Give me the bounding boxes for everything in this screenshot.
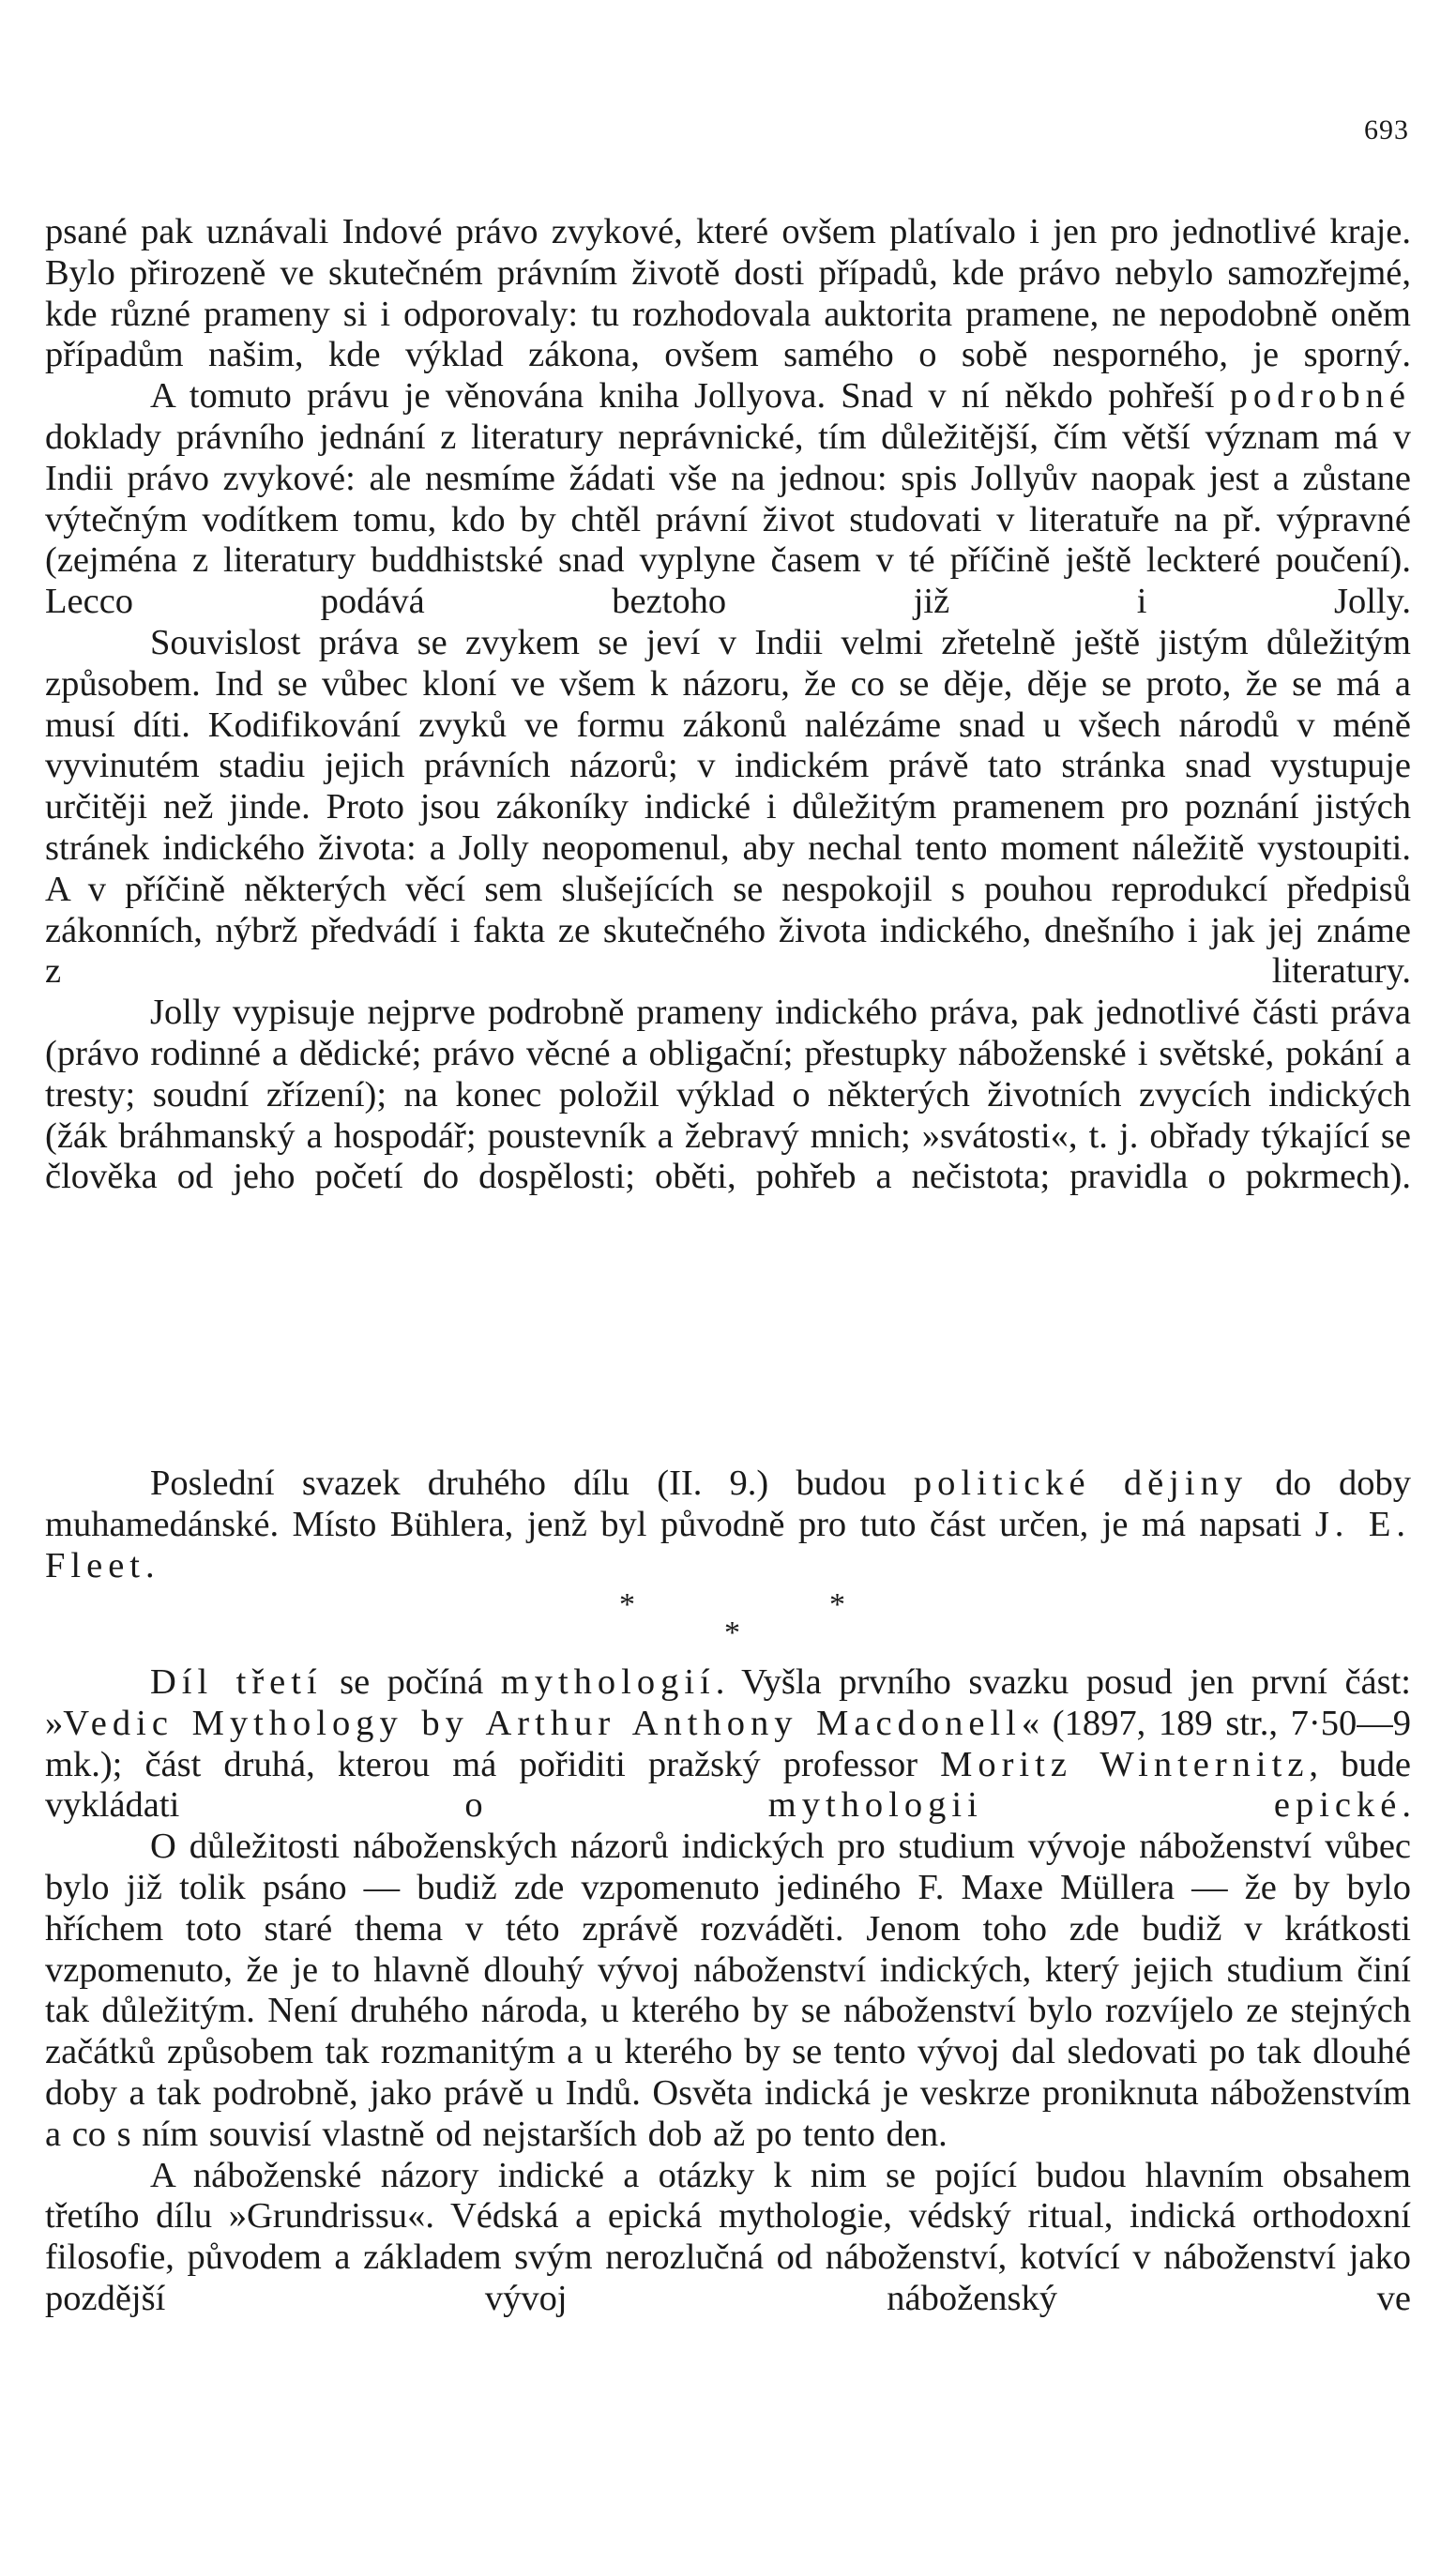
paragraph-8: A náboženské názory indické a otázky k nim se pojící budou hlavním obsahem třetího dílu »Grundrissu«. Védská a epická mythologie, védský ritual, indická orthodoxní filosofie, původem a základem svým nerozlučná od náboženství, kotvící v náboženství jako pozdější vývoj náboženský ve — [45, 2155, 1411, 2318]
paragraph-2-text-a: A tomuto právu je věnována kniha Jollyova. Snad v ní někdo pohřeší — [150, 376, 1230, 417]
paragraph-5-spaced-politicke-dejiny: politické dějiny — [913, 1463, 1249, 1503]
paragraph-5-text-a: Poslední svazek druhého dílu (II. 9.) budou — [150, 1463, 914, 1503]
paragraph-6-spaced-dil-treti: Díl třetí — [150, 1662, 323, 1702]
paragraph-6 — [45, 1662, 1411, 1827]
paragraph-6-text-d: , bude vykládati o — [45, 1744, 1411, 1826]
paragraph-6-spaced-mythologii-epicke: mythologii epické — [767, 1785, 1403, 1826]
paragraph-6-spaced-winternitz: Moritz Winternitz — [940, 1744, 1310, 1784]
paragraph-2 — [45, 376, 1411, 623]
text-block-political-history — [45, 1463, 1411, 1586]
paragraph-5-text-b: do doby muhamedánské. Místo Bühlera, jenž byl původně pro tuto část určen, je má napsati — [45, 1463, 1411, 1544]
paragraph-5 — [45, 1463, 1411, 1586]
asterisk-bottom: * — [724, 1615, 740, 1650]
paragraph-6-spaced-vedic-mythology: Vedic Mythology by Arthur Anthony Macdonell — [63, 1703, 1022, 1743]
paragraph-3: Souvislost práva se zvykem se jeví v Indii velmi zřetelně ještě jistým důležitým způsobem. Ind se vůbec kloní ve všem k názoru, že co se děje, děje se proto, že se má a musí díti. Kodifikování zvyků ve formu zákonů nalézáme snad u všech národů v méně vyvinutém stadiu jejich právních názorů; v indickém právě tato stránka snad vystupuje určitěji než jinde. Proto jsou zákoníky indické i důležitým pramenem pro poznání jistých stránek indického života: a Jolly neopomenul, aby nechal tento moment náležitě vystoupiti. A v příčině některých věcí sem slušejících se nespokojil s pouhou reprodukcí předpisů zákonních, nýbrž předvádí i fakta ze skutečného života indického, dnešního i jak jej známe z literatury. — [45, 622, 1411, 992]
asterisk-left: * — [619, 1587, 635, 1622]
paragraph-6-text-b: . Vyšla prvního svazku posud jen první část: » — [45, 1662, 1411, 1743]
text-block-law — [45, 212, 1411, 1198]
paragraph-2-spaced-podrobne: podrobné — [1229, 376, 1411, 417]
paragraph-2-text-b: doklady právního jednání z literatury neprávnické, tím důležitější, čím větší význam má v Indii právo zvykové: ale nesmíme žádati vše na jednou: spis Jollyův naopak jest a zůstane výtečným vodítkem tomu, kdo by chtěl právní život studovati v literatuře na př. výpravné (zejména z literatury buddhistské snad vyplyne časem v té příčině ještě leckteré poučení). Lecco podává beztoho již i Jolly. — [45, 417, 1411, 622]
paragraph-5-spaced-fleet: J. E. Fleet — [45, 1504, 1411, 1585]
paragraph-6-text-a: se počíná — [322, 1662, 501, 1702]
section-divider-asterisks — [619, 1587, 863, 1653]
text-block-mythology — [45, 1662, 1411, 2320]
paragraph-6-text-e: . — [1402, 1785, 1411, 1826]
paragraph-7: O důležitosti náboženských názorů indických pro studium vývoje náboženství vůbec bylo již tolik psáno — budiž zde vzpomenuto jediného F. Maxe Müllera — že by bylo hříchem toto staré thema v této zprávě rozváděti. Jenom toho zde budiž v krátkosti vzpomenuto, že je to hlavně dlouhý vývoj náboženství indických, který jejich studium činí tak důležitým. Není druhého národa, u kterého by se náboženství bylo rozvíjelo ze stejných začátků způsobem tak rozmanitým a u kterého by se tento vývoj dal sledovati po tak dlouhé doby a tak podrobně, jako právě u Indů. Osvěta indická je veskrze proniknuta náboženstvím a co s ním souvisí vlastně od nejstarších dob až po tento den. — [45, 1827, 1411, 2154]
paragraph-5-text-c: . — [144, 1545, 155, 1585]
paragraph-1: psané pak uznávali Indové právo zvykové, které ovšem platívalo i jen pro jednotlivé kraje. Bylo přirozeně ve skutečném právním životě dosti případů, kde právo nebylo samozřejmé, kde různé prameny si i odporovaly: tu rozhodovala auktorita pramene, ne nepodobně oněm případům našim, kde výklad zákona, ovšem samého o sobě nesporného, je sporný. — [45, 212, 1411, 375]
page-number: 693 — [1364, 114, 1409, 145]
paragraph-6-text-c: « (1897, 189 str., 7·50—9 mk.); část druhá, kterou má pořiditi pražský professor — [45, 1703, 1411, 1784]
paragraph-4: Jolly vypisuje nejprve podrobně prameny indického práva, pak jednotlivé části práva (právo rodinné a dědické; právo věcné a obligační; přestupky náboženské i světské, pokání a tresty; soudní zřízení); na konec položil výklad o některých životních zvycích indických (žák bráhmanský a hospodář; poustevník a žebravý mnich; »svátosti«, t. j. obřady týkající se člověka od jeho početí do dospělosti; oběti, pohřeb a nečistota; pravidla o pokrmech). — [45, 993, 1411, 1197]
paragraph-6-spaced-mythologii: mythologií — [500, 1662, 716, 1702]
asterisk-right: * — [829, 1587, 845, 1622]
